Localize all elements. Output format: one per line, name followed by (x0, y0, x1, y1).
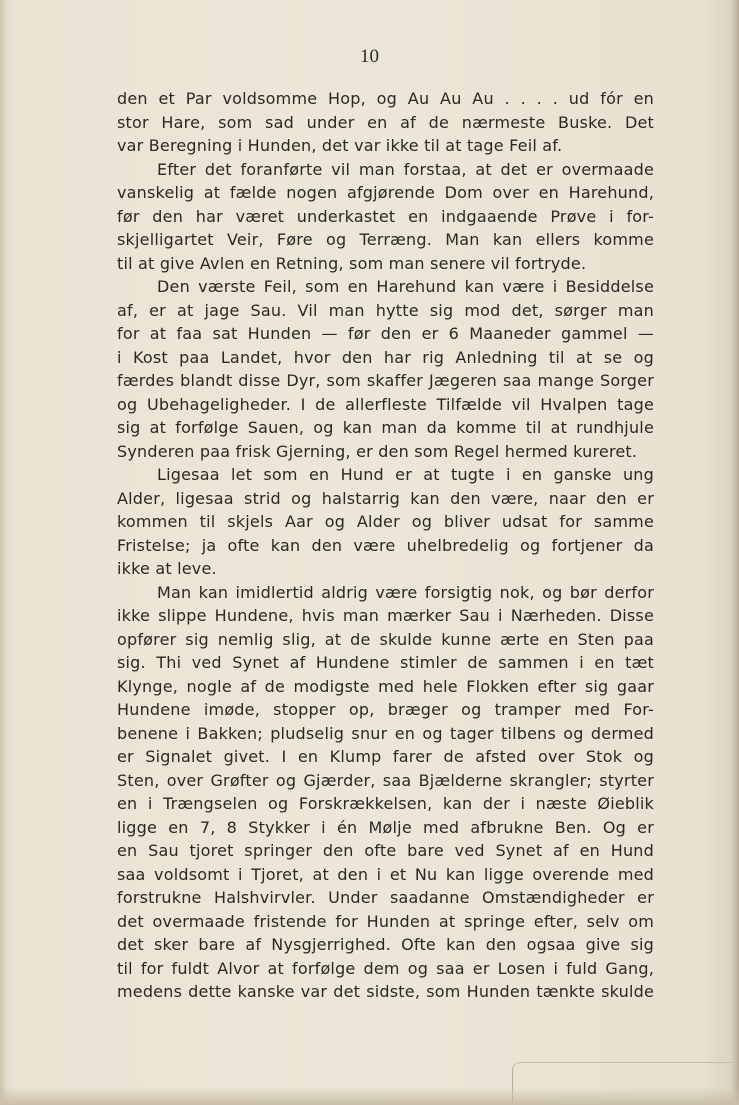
page-left-edge (0, 0, 6, 1105)
text-line: Den værste Feil, som en Harehund kan være i Besiddelse (157, 277, 654, 296)
text-line: til for fuldt Alvor at forfølge dem og saa er Losen i fuld Gang, (117, 958, 654, 978)
text-line: stor Hare, som sad under en af de nærmeste Buske. Det (117, 112, 654, 132)
text-line: det overmaade fristende for Hunden at springe efter, selv om (117, 911, 654, 931)
text-line: en i Trængselen og Forskrækkelsen, kan der i næste Øieblik (117, 794, 654, 813)
text-line: var Beregning i Hunden, det var ikke til at tage Feil af. (117, 136, 563, 155)
text-line: det sker bare af Nysgjerrighed. Ofte kan den ogsaa give sig (117, 935, 654, 954)
text-line: af, er at jage Sau. Vil man hytte sig mod det, sørger man (117, 300, 654, 320)
text-line: i Kost paa Landet, hvor den har rig Anledning til at se og (117, 347, 654, 367)
page-number: 10 (360, 46, 379, 67)
text-line: Ligesaa let som en Hund er at tugte i en ganske ung (157, 465, 654, 484)
text-line: til at give Avlen en Retning, som man senere vil fortryde. (117, 253, 587, 273)
text-line: Synderen paa frisk Gjerning, er den som Regel hermed kureret. (117, 441, 638, 461)
text-line: opfører sig nemlig slig, at de skulde kunne ærte en Sten paa (117, 629, 654, 649)
text-line: og Ubehageligheder. I de allerfleste Tilfælde vil Hvalpen tage (117, 394, 654, 414)
text-line: ikke slippe Hundene, hvis man mærker Sau i Nærheden. Disse (117, 606, 654, 625)
text-line: den et Par voldsomme Hop, og Au Au Au . . . . ud fór en (117, 89, 654, 108)
text-line: sig at forfølge Sauen, og kan man da komme til at rundhjule (117, 418, 654, 437)
text-line: vanskelig at fælde nogen afgjørende Dom over en Harehund, (117, 183, 654, 202)
text-line: Efter det foranførte vil man forstaa, at det er overmaade (157, 159, 654, 179)
text-line: ligge en 7, 8 Stykker i én Mølje med afbrukne Ben. Og er (117, 817, 654, 837)
text-line: skjelligartet Veir, Føre og Terræng. Man kan ellers komme (117, 230, 654, 249)
text-line: sig. Thi ved Synet af Hundene stimler de sammen i en tæt (117, 653, 654, 672)
text-line: Alder, ligesaa strid og halstarrig kan den være, naar den er (117, 488, 654, 508)
text-line: kommen til skjels Aar og Alder og bliver udsat for samme (117, 512, 654, 531)
text-line: færdes blandt disse Dyr, som skaffer Jægeren saa mange Sorger (117, 371, 654, 390)
text-line: Sten, over Grøfter og Gjærder, saa Bjælderne skrangler; styrter (117, 770, 654, 790)
page-right-edge (731, 0, 739, 1105)
text-line: er Signalet givet. I en Klump farer de afsted over Stok og (117, 747, 654, 766)
text-line: benene i Bakken; pludselig snur en og tager tilbens og dermed (117, 723, 654, 743)
text-line: Hundene imøde, stopper op, bræger og tramper med For- (117, 700, 654, 719)
text-line: en Sau tjoret springer den ofte bare ved Synet af en Hund (117, 841, 654, 860)
body-text (117, 87, 654, 1004)
text-line: Fristelse; ja ofte kan den være uhelbredelig og fortjener da (117, 535, 654, 555)
text-line: saa voldsomt i Tjoret, at den i et Nu kan ligge overende med (117, 864, 654, 884)
text-line: Klynge, nogle af de modigste med hele Flokken efter sig gaar (117, 676, 654, 696)
text-line: Man kan imidlertid aldrig være forsigtig nok, og bør derfor (157, 582, 654, 602)
text-line: før den har været underkastet en indgaaende Prøve i for- (117, 206, 654, 226)
text-line: medens dette kanske var det sidste, som Hunden tænkte skulde (117, 982, 654, 1001)
text-line: for at faa sat Hunden — før den er 6 Maaneder gammel — (117, 324, 654, 343)
text-line: ikke at leve. (117, 559, 217, 578)
text-line: forstrukne Halshvirvler. Under saadanne Omstændigheder er (117, 888, 654, 907)
page-bottom-shadow (0, 1087, 739, 1105)
